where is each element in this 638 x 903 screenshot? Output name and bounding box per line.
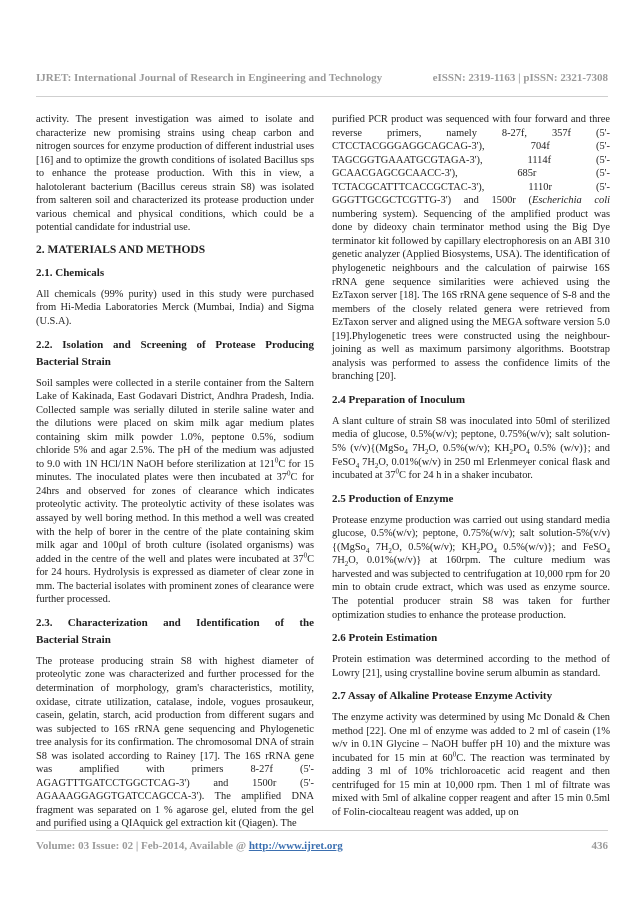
section-2-6-paragraph: Protein estimation was determined according to the method of Lowry [21], using crystalline bovine serum albumin as standard.	[332, 654, 610, 679]
section-2-3-heading-line2: Bacterial Strain	[36, 633, 111, 646]
issn-text: eISSN: 2319-1163 | pISSN: 2321-7308	[432, 72, 608, 84]
right-column	[332, 113, 610, 828]
journal-title: IJRET: International Journal of Research in Engineering and Technology	[36, 72, 383, 84]
section-2-7-paragraph: The enzyme activity was determined by using Mc Donald & Chen method [22]. One ml of enzyme was added to 2 ml of casein (1% w/v in 0.1N Glycine – NaOH buffer pH 10) and the mixture was incubated for 15 min at $60^0C$. The reaction was terminated by adding 3 ml of 10% trichloroacetic acid reagent and then centrifuged for 15 min at 10,000 rpm. Then 1 ml of filtrate was mixed with 5ml of alkaline copper reagent and after 15 min 0.5ml of Folin-ciocalteau reagent was added, up on	[332, 712, 610, 818]
section-2-7-heading: 2.7 Assay of Alkaline Protease Enzyme Activity	[332, 690, 553, 703]
volume-info: Volume: 03 Issue: 02 | Feb-2014, Available @ http://www.ijret.org	[36, 840, 343, 852]
pcr-paragraph: purified PCR product was sequenced with four forward and three reverse primers, namely 8-27f, 357f (5'-CTCCTACGGGAGGCAGCAG-3'), 704f (5'-TAGCGGTGAAATGCGTAGA-3'), 1114f (5'-GCAACGAGCGCAACC-3'), 685r (5'-TCTACGCATTTCACCGCTAC-3'), 1110r (5'-GGGTTGCGCTCGTTG-3') and 1500r (Escherichia coli numbering system). Sequencing of the amplified product was done by dideoxy chain terminator method using the Big Dye terminator kit followed by capillary electrophoresis on an ABI 310 genetic analyzer (Applied Biosystems, USA). The identification of phylogenetic neighbours and the calculation of pairwise 16S rRNA gene sequence similarities were achieved using the EzTaxon server [18]. The 16S rRNA gene sequence of S-8 and the members of the closely related genera were retrieved from EzTaxon server and aligned using the MEGA software version 5.0 [19].Phylogenetic trees were constructed using the neighbour-joining as well as maximum parsimony algorithms. Bootstrap analysis was performed to assess the confidence limits of the branching [20].	[332, 114, 610, 383]
page-number: 436	[591, 840, 608, 852]
running-header	[36, 72, 608, 88]
section-2-3-paragraph: The protease producing strain S8 with highest diameter of proteolytic zone was characterized and further processed for the determination of morphology, gram's characteristics, motility, oxidase, citrate utilization, catalase, indole, vogues prosaukeur, casein, gelatin, starch, acid production from different sugars and was subjected to 16S rRNA gene sequencing and Phylogenetic tree analysis for its confirmation. The chromosomal DNA of strain S8 was isolated according to Rainey [17]. The 16S rRNA gene was amplified with primers 8-27f (5'-AGAGTTTGATCCTGGCTCAG-3') and 1500r (5'-AGAAAGGAGGTGATCCAGCCA-3'). The amplified DNA fragment was separated on 1 % agarose gel, eluted from the gel and purified using a QIAquick gel extraction kit (Qiagen). The	[36, 655, 314, 830]
header-rule	[36, 96, 608, 97]
section-2-6-heading: 2.6 Protein Estimation	[332, 632, 438, 645]
section-2-2-heading-line2: Bacterial Strain	[36, 355, 111, 368]
footer-rule	[36, 830, 608, 831]
section-2-2-paragraph: Soil samples were collected in a sterile container from the Saltern Lake of Kakinada, East Godavari District, Andhra Pradesh, India. Collected sample was serially diluted in sterile saline water and the dilutions were placed on skim milk agar medium plates containing skim milk powder 1.0%, peptone 0.5%, sodium chloride 5% and agar 2.5%. The pH of the medium was adjusted to 9.0 with 1N HCl/1N NaOH before sterilization at $121^0C$ for 15 minutes. The inoculated plates were then incubated at $37^0C$ for 24hrs and observed for zones of clearance which indicates proteolytic activity. The proteolytic activity of these isolates was assayed by well boring method. In this method a well was created with the help of borer in the centre of the plate containing skim milk agar and 100µl of broth culture (isolated organisms) was added in the centre of the well and plates were incubated at $37^0C$ for 24 hours. Hydrolysis is expressed as diameter of clear zone in mm. The bacterial isolates with prominent zones of clearance were further processed.	[36, 377, 314, 606]
intro-paragraph: activity. The present investigation was aimed to isolate and characterize new promising strains using cheap carbon and nitrogen sources for enzyme production of different industrial uses [16] and to optimize the growth conditions of isolated Bacillus sps to enhance the protease production. With this in view, a halotolerant bacterium (Bacillus cereus strain S8) was isolated from salteren soil and characterized its protease production under various chemical and physical conditions, which could be a potential candidate for industrial use.	[36, 114, 314, 234]
section-2-3-heading-line1: 2.3. Characterization and Identification of the	[36, 616, 314, 629]
section-2-2-heading-line1: 2.2. Isolation and Screening of Protease Producing	[36, 338, 314, 351]
left-column	[36, 113, 314, 839]
section-2-1-heading: 2.1. Chemicals	[36, 266, 105, 279]
section-2-4-paragraph: A slant culture of strain S8 was inoculated into 50ml of sterilized media of glucose, 0.5%(w/v); peptone, 0.75%(w/v); salt solution- 5% (v/v){(MgSo$_4$ $7H_2O$, 0.5%(w/v); $KH_2PO_4$ 0.5% (w/v)}; and FeSO$_4$ $7H_2O$, 0.01%(w/v) in 250 ml Erlenmeyer conical flask and incubated at $37^0C$ for 24 h in a shaker incubator.	[332, 415, 611, 482]
section-2-5-heading: 2.5 Production of Enzyme	[332, 492, 454, 505]
section-2-heading: 2. MATERIALS AND METHODS	[36, 243, 206, 256]
running-footer	[36, 840, 608, 856]
journal-url-link[interactable]: http://www.ijret.org	[248, 840, 343, 852]
section-2-1-paragraph: All chemicals (99% purity) used in this study were purchased from Hi-Media Laboratories Merck (Mumbai, India) and Sigma (U.S.A).	[36, 288, 314, 328]
section-2-5-paragraph: Protease enzyme production was carried out using standard media glucose, 0.5%(w/v); peptone, 0.75%(w/v); salt solution-5%(v/v) {(MgSo$_4$ $7H_2O$, 0.5%(w/v); $KH_2PO_4$ 0.5%(w/v)}; and FeSO$_4$ $7H_2O$, 0.01%(w/v)} at 160rpm. The culture medium was harvested and was subjected to centrifugation at 10,000 rpm for 20 min to obtain crude extract, which was used as enzyme source. The potential producer strain S8 was taken for further optimization studies to enhance the protease production.	[332, 514, 611, 621]
section-2-4-heading: 2.4 Preparation of Inoculum	[332, 393, 466, 406]
